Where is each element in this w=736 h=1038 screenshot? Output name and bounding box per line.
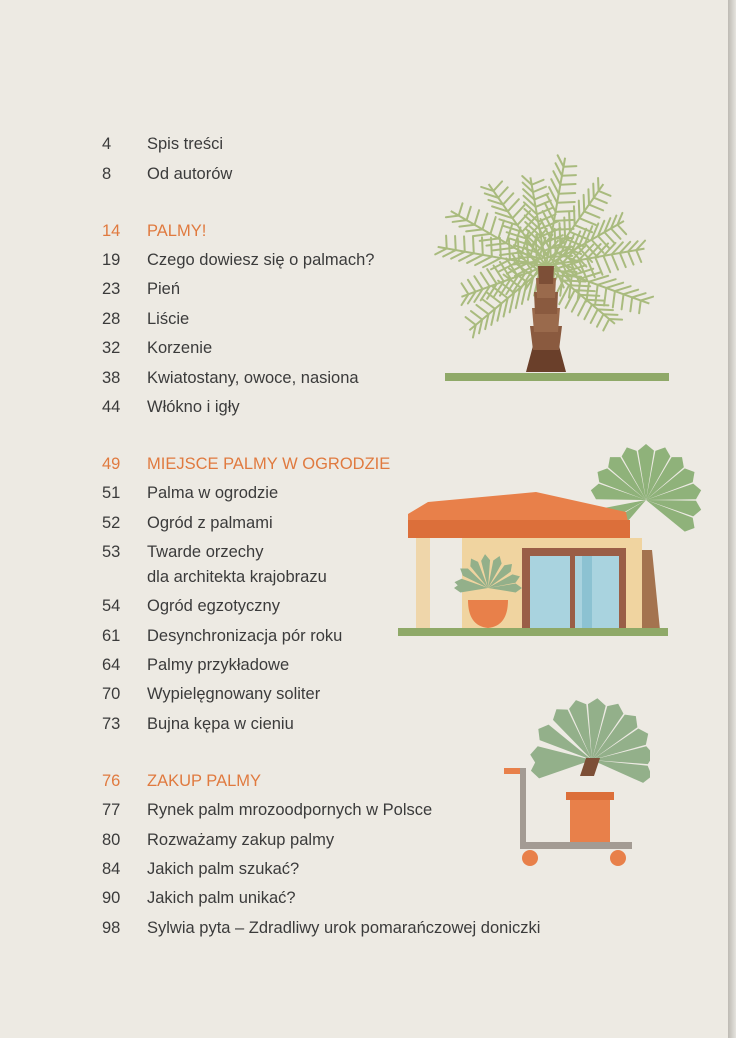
toc-title: ZAKUP PALMY — [147, 772, 262, 790]
toc-title: Ogród egzotyczny — [147, 597, 280, 615]
ground-strip — [445, 373, 669, 381]
toc-page-number: 53 — [102, 543, 121, 561]
toc-title: Bujna kępa w cieniu — [147, 715, 294, 733]
toc-title: Korzenie — [147, 339, 213, 357]
porch-pillar — [416, 538, 430, 630]
toc-title: Rozważamy zakup palmy — [147, 831, 335, 849]
glass-door — [530, 556, 570, 630]
toc-title: Liście — [147, 310, 190, 328]
house-with-palm-icon — [398, 440, 703, 640]
toc-title: Pień — [147, 280, 181, 298]
toc-page-number: 64 — [102, 656, 121, 674]
toc-page-number: 44 — [102, 398, 121, 416]
toc-page-number: 98 — [102, 919, 121, 937]
toc-page-number: 73 — [102, 715, 121, 733]
toc-page-number: 19 — [102, 251, 121, 269]
toc-title: Desynchronizacja pór roku — [147, 627, 343, 645]
toc-page-number: 51 — [102, 484, 121, 502]
toc-page-number: 32 — [102, 339, 121, 357]
toc-title: Czego dowiesz się o palmach? — [147, 251, 375, 269]
toc-title: Włókno i igły — [147, 398, 240, 416]
flower-pot — [570, 796, 610, 842]
toc-title: Rynek palm mrozoodpornych w Polsce — [147, 801, 433, 819]
cart-frame — [520, 768, 526, 848]
toc-page-number: 52 — [102, 514, 121, 532]
palm-on-cart-icon — [500, 676, 650, 872]
toc-page-number: 76 — [102, 772, 121, 790]
toc-title: Jakich palm szukać? — [147, 860, 300, 878]
toc-title: Spis treści — [147, 135, 224, 153]
toc-page-number: 38 — [102, 369, 121, 387]
toc-page-number: 80 — [102, 831, 121, 849]
toc-title: PALMY! — [147, 222, 207, 240]
toc-page-number: 84 — [102, 860, 121, 878]
cart-wheel — [522, 850, 538, 866]
toc-page-number: 28 — [102, 310, 121, 328]
toc-title: Wypielęgnowany soliter — [147, 685, 321, 703]
roof-edge — [408, 520, 630, 538]
toc-page-number: 14 — [102, 222, 121, 240]
glass-door — [575, 556, 619, 630]
toc-title: Palmy przykładowe — [147, 656, 290, 674]
toc-page-number: 61 — [102, 627, 121, 645]
toc-title: Kwiatostany, owoce, nasiona — [147, 369, 359, 387]
toc-title — [147, 541, 327, 588]
toc-title-line-2: dla architekta krajobrazu — [147, 568, 327, 586]
page-edge — [728, 0, 736, 1038]
toc-page-number: 8 — [102, 165, 112, 183]
toc-title: MIEJSCE PALMY W OGRODZIE — [147, 455, 391, 473]
toc-page-number: 54 — [102, 597, 121, 615]
toc-page-number: 23 — [102, 280, 121, 298]
toc-page-number: 4 — [102, 135, 112, 153]
toc-title: Ogród z palmami — [147, 514, 273, 532]
toc-page-number: 49 — [102, 455, 121, 473]
toc-page-number: 70 — [102, 685, 121, 703]
toc-title: Sylwia pyta – Zdradliwy urok pomarańczowej doniczki — [147, 919, 541, 937]
toc-title: Palma w ogrodzie — [147, 484, 279, 502]
ground-strip — [398, 628, 668, 636]
cart-wheel — [610, 850, 626, 866]
toc-title: Od autorów — [147, 165, 233, 183]
toc-title-line-1: Twarde orzechy — [147, 543, 264, 561]
toc-page-number: 77 — [102, 801, 121, 819]
toc-title: Jakich palm unikać? — [147, 889, 296, 907]
date-palm-icon — [412, 128, 682, 384]
toc-page-number: 90 — [102, 889, 121, 907]
